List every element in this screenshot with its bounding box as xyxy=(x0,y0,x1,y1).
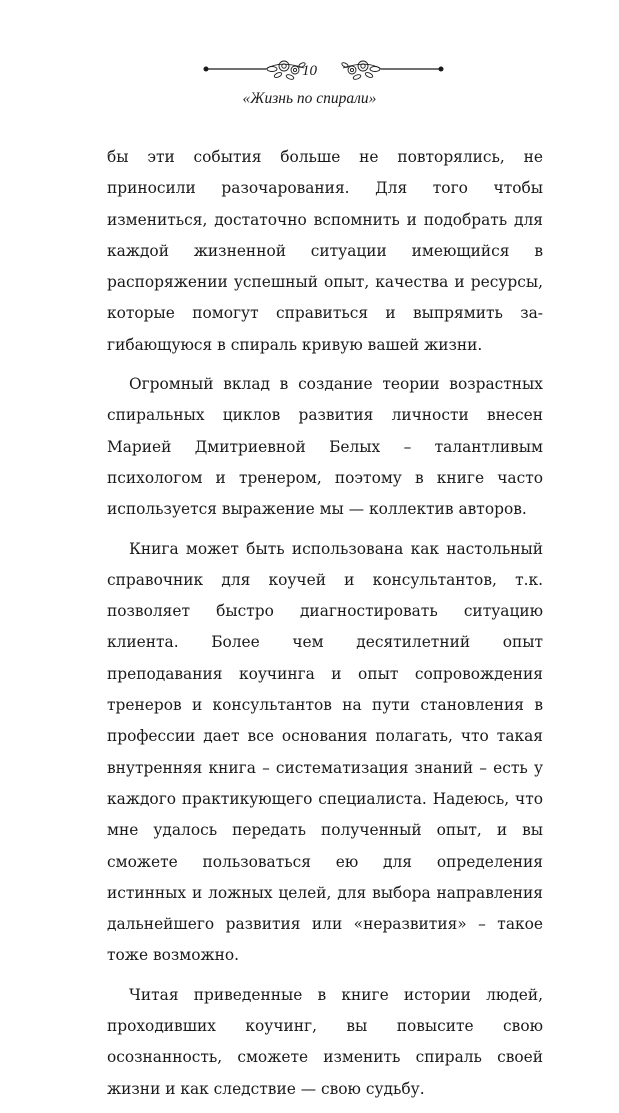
page-header xyxy=(0,56,619,116)
paragraph: Огромный вклад в создание теории возрастных спиральных циклов развития личности внесен Марией Дмитриевной Белых – талантливым психологом и тренером, поэтому в книге часто используется выражение мы — коллектив авторов. xyxy=(107,375,543,519)
running-title: «Жизнь по спирали» xyxy=(242,90,377,107)
paragraph: Читая приведенные в книге истории людей, проходивших коучинг, вы повысите свою осознанность, сможете изменить спираль своей жизни и как следствие — свою судьбу. xyxy=(107,985,543,1098)
page-number: 10 xyxy=(302,63,317,79)
header-ornament xyxy=(0,56,619,86)
paragraph: бы эти события больше не повторялись, не приносили разочарования. Для того чтобы измениться, достаточно вспомнить и подобрать для каждой жизненной ситуации имеющийся в распоряжении успешный опыт, качества и ресурсы, которые помогут справиться и выпрямить загибающуюся в спираль кривую вашей жизни. xyxy=(107,148,543,354)
body-text xyxy=(107,142,543,1113)
paragraph: Книга может быть использована как настольный справочник для коучей и консультантов, т.к. позволяет быстро диагностировать ситуацию клиента. Более чем десятилетний опыт преподавания коучинга и опыт сопровождения тренеров и консультантов на пути становления в профессии дает все основания полагать, что такая внутренняя книга – систематизация знаний – есть у каждого практикующего специалиста. Надеюсь, что мне удалось передать полученный опыт, и вы сможете пользоваться ею для определения истинных и ложных целей, для выбора направления дальнейшего развития или «неразвития» – такое тоже возможно. xyxy=(107,539,543,965)
